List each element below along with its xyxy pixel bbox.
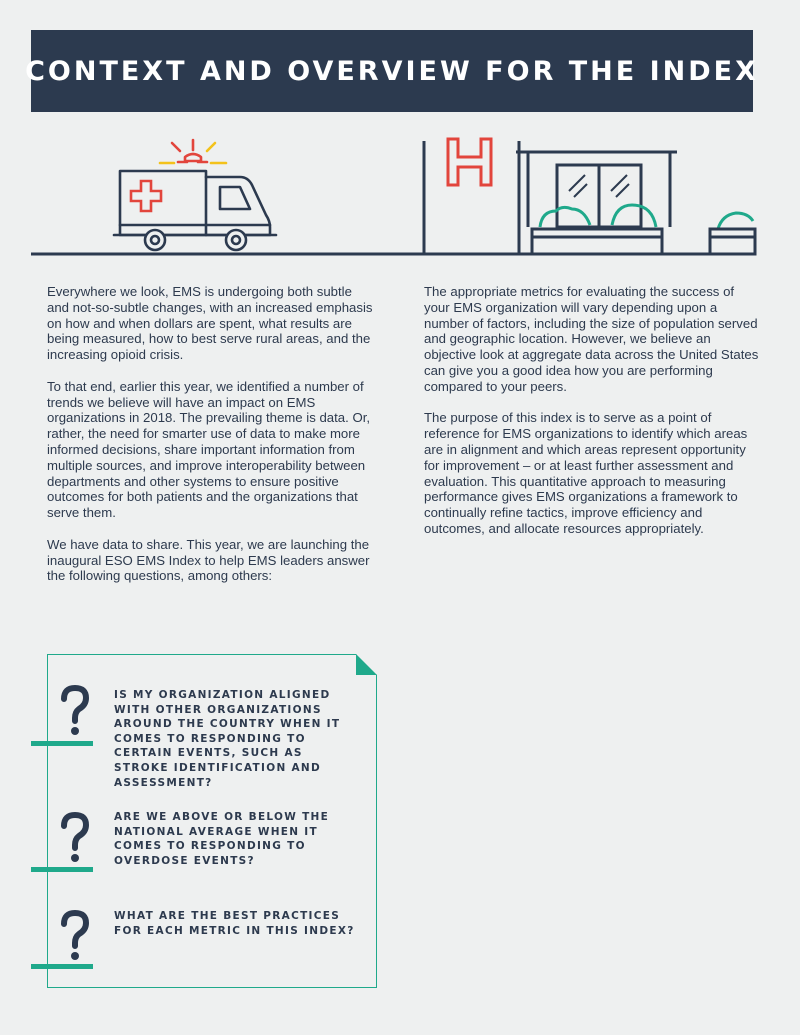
right-column	[424, 284, 759, 553]
question-text: IS MY ORGANIZATION ALIGNED WITH OTHER ORGANIZATIONS AROUND THE COUNTRY WHEN IT COMES TO RESPONDING TO CERTAIN EVENTS, SUCH AS STROKE IDENTIFICATION AND ASSESSMENT?	[114, 689, 341, 789]
corner-fold-icon	[355, 653, 379, 677]
paragraph: The purpose of this index is to serve as a point of reference for EMS organizations to identify which areas are in alignment and which areas represent opportunity for improvement – or at least further assessment and evaluation. This quantitative approach to measuring performance gives EMS organizations a framework to continually refine tactics, improve efficiency and outcomes, and allocate resources appropriately.	[424, 410, 748, 536]
entrance-icon	[516, 152, 677, 254]
ambulance-icon	[114, 140, 276, 250]
paragraph: Everywhere we look, EMS is undergoing both subtle and not-so-subtle changes, with an increased emphasis on how and when dollars are spent, what results are being measured, how to best serve rural areas, and the increasing opioid crisis.	[47, 284, 373, 363]
header-illustration	[0, 125, 800, 270]
question-text: ARE WE ABOVE OR BELOW THE NATIONAL AVERAGE WHEN IT COMES TO RESPONDING TO OVERDOSE EVENTS?	[114, 811, 330, 867]
paragraph: We have data to share. This year, we are launching the inaugural ESO EMS Index to help EMS leaders answer the following questions, among others:	[47, 536, 370, 584]
medical-cross-icon	[131, 181, 161, 211]
question-mark-icon	[60, 910, 90, 962]
question-text: WHAT ARE THE BEST PRACTICES FOR EACH METRIC IN THIS INDEX?	[114, 910, 355, 937]
left-column	[47, 284, 377, 600]
question-accent-line	[31, 867, 93, 872]
bush-icon	[540, 205, 753, 229]
paragraph: The appropriate metrics for evaluating the success of your EMS organization will vary depending upon a number of factors, including the size of population served and geographic location. However, we believe an objective look at aggregate data across the United States can give you a good idea how you are performing compared to your peers.	[424, 284, 759, 394]
question-mark-icon	[60, 812, 90, 864]
planter-icon	[710, 229, 755, 254]
title-banner	[25, 30, 759, 112]
paragraph: To that end, earlier this year, we identified a number of trends we believe will have an impact on EMS organizations in 2018. The prevailing theme is data. Or, rather, the need for smarter use of data to make more informed decisions, share important information from multiple sources, and improve interoperability between departments and other systems to ensure positive outcomes for both patients and the organizations that serve them.	[47, 378, 371, 521]
question-accent-line	[31, 964, 93, 969]
question-mark-icon	[60, 685, 90, 737]
hospital-h-icon	[448, 139, 491, 185]
question-accent-line	[31, 741, 93, 746]
page-title: CONTEXT AND OVERVIEW FOR THE INDEX	[25, 55, 759, 87]
